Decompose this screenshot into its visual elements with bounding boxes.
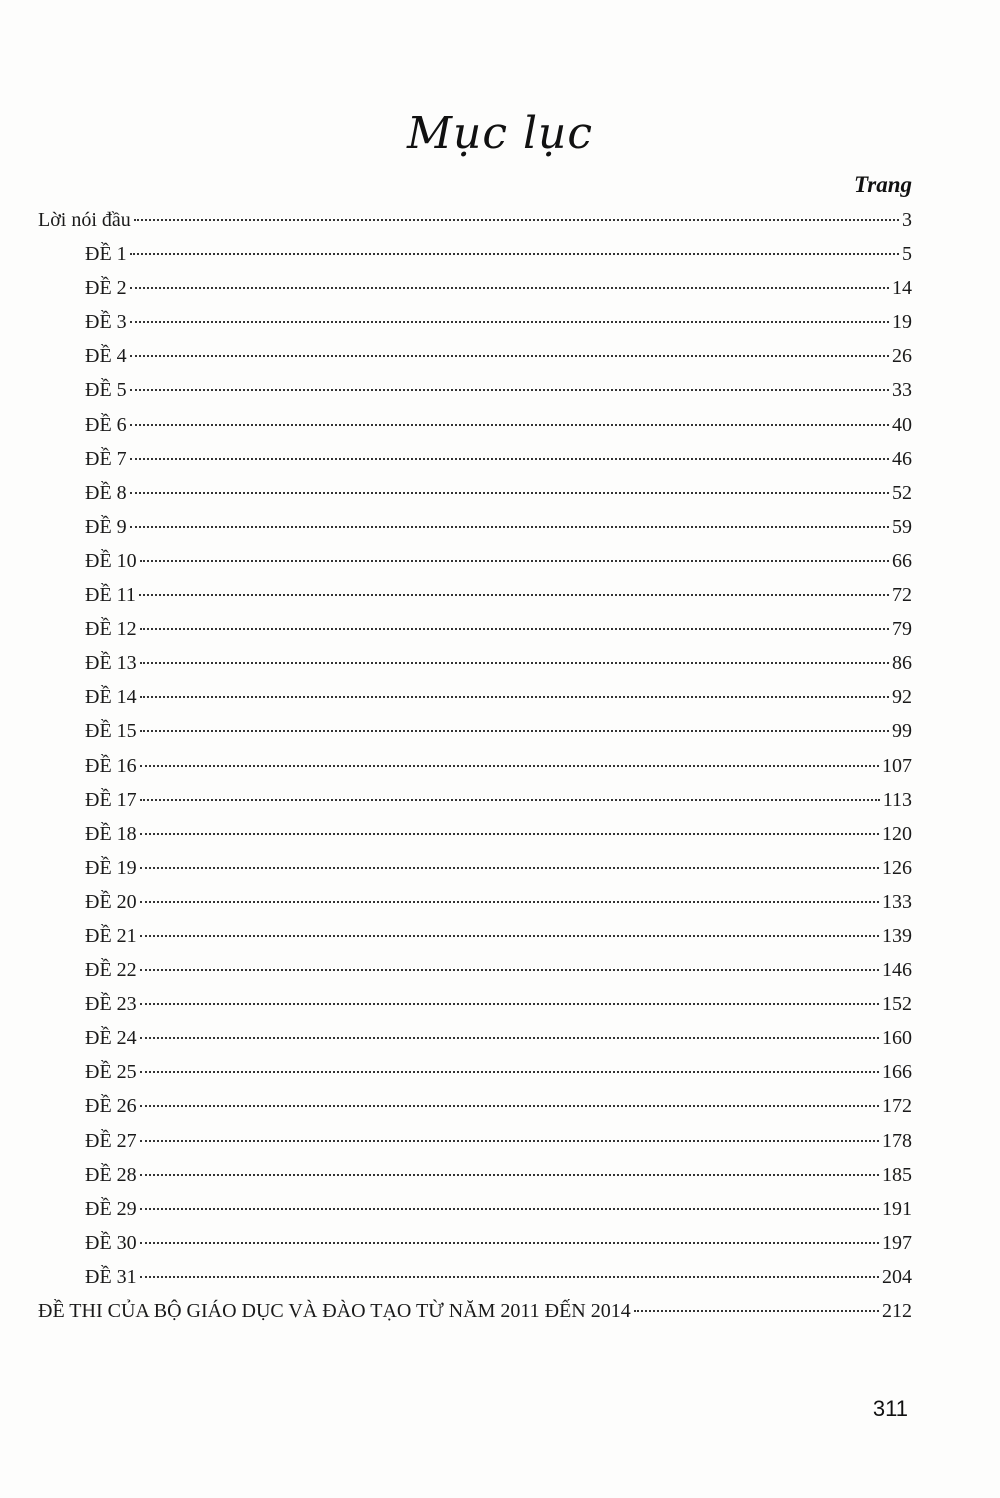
toc-entry	[38, 1124, 912, 1158]
toc-entry-page: 120	[882, 822, 912, 845]
toc-entry-label: ĐỀ 4	[85, 345, 127, 368]
toc-entry-label: ĐỀ 14	[85, 686, 137, 709]
toc-entry	[38, 305, 912, 339]
toc-entry-page: 166	[882, 1061, 912, 1084]
toc-entry-page: 185	[882, 1163, 912, 1186]
dot-leader	[140, 1105, 879, 1107]
toc-entry-page: 204	[882, 1265, 912, 1288]
toc-entry	[38, 919, 912, 953]
toc-entry	[38, 1089, 912, 1123]
dot-leader	[140, 1208, 879, 1210]
dot-leader	[140, 1003, 879, 1005]
toc-entry	[38, 1021, 912, 1055]
dot-leader	[130, 287, 889, 289]
toc-entry	[38, 442, 912, 476]
toc-entry-label: ĐỀ 25	[85, 1061, 137, 1084]
toc-entry-label: ĐỀ 30	[85, 1231, 137, 1254]
toc-entry-label: ĐỀ 3	[85, 311, 127, 334]
dot-leader	[140, 867, 879, 869]
toc-entry-label: ĐỀ 1	[85, 243, 127, 266]
toc-entry	[38, 851, 912, 885]
toc-entry-page: 14	[892, 277, 912, 300]
dot-leader	[140, 628, 889, 630]
dot-leader	[140, 1071, 879, 1073]
toc-entry	[38, 1158, 912, 1192]
toc-entry-page: 40	[892, 413, 912, 436]
toc-entry-label: ĐỀ 19	[85, 856, 137, 879]
toc-entry-page: 160	[882, 1027, 912, 1050]
toc-entry	[38, 1192, 912, 1226]
dot-leader	[140, 935, 879, 937]
toc-entry-page: 197	[882, 1231, 912, 1254]
toc-entry-label: ĐỀ 17	[85, 788, 137, 811]
toc-entry-label: ĐỀ 23	[85, 993, 137, 1016]
toc-entry-page: 46	[892, 447, 912, 470]
toc-entry-label: ĐỀ 28	[85, 1163, 137, 1186]
toc-entry-label: Lời nói đầu	[38, 209, 131, 231]
toc-entry-page: 52	[892, 481, 912, 504]
page-number: 311	[872, 1396, 908, 1421]
dot-leader	[140, 1174, 879, 1176]
dot-leader	[140, 560, 889, 562]
toc-entry	[38, 1260, 912, 1294]
dot-leader	[140, 799, 880, 801]
toc-entry-page: 72	[892, 584, 912, 607]
toc-entry-page: 212	[882, 1300, 912, 1322]
toc-entry-page: 19	[892, 311, 912, 334]
toc-entry-label: ĐỀ 31	[85, 1265, 137, 1288]
toc-entry-label: ĐỀ 10	[85, 549, 137, 572]
toc-entry-page: 146	[882, 959, 912, 982]
toc-entry	[38, 1055, 912, 1089]
toc-entry-label: ĐỀ 26	[85, 1095, 137, 1118]
toc-entry-page: 191	[882, 1197, 912, 1220]
dot-leader	[130, 321, 889, 323]
toc-entry-page: 5	[902, 243, 912, 266]
toc-entry-label: ĐỀ 18	[85, 822, 137, 845]
toc-entry-label: ĐỀ 13	[85, 652, 137, 675]
toc-entry	[38, 749, 912, 783]
toc-entry-page: 59	[892, 515, 912, 538]
toc-entry-page: 92	[892, 686, 912, 709]
toc-entry	[38, 885, 912, 919]
toc-entry-label: ĐỀ 24	[85, 1027, 137, 1050]
dot-leader	[140, 969, 879, 971]
toc-entry-label: ĐỀ 27	[85, 1129, 137, 1152]
toc-entry	[38, 408, 912, 442]
toc-entry-label: ĐỀ 16	[85, 754, 137, 777]
dot-leader	[130, 389, 889, 391]
toc-entry-label: ĐỀ 22	[85, 959, 137, 982]
dot-leader	[140, 1037, 879, 1039]
toc-entry-label: ĐỀ 12	[85, 618, 137, 641]
dot-leader	[140, 765, 879, 767]
toc-entry-page: 33	[892, 379, 912, 402]
toc-entry-label: ĐỀ 7	[85, 447, 127, 470]
toc-entry-page: 172	[882, 1095, 912, 1118]
toc-entry-label: ĐỀ 5	[85, 379, 127, 402]
toc-entry-label: ĐỀ 8	[85, 481, 127, 504]
toc-entry	[38, 578, 912, 612]
toc-entry	[38, 680, 912, 714]
page-column-header: Trang	[854, 172, 912, 197]
toc-entry-label: ĐỀ 20	[85, 890, 137, 913]
toc-entry	[38, 1294, 912, 1328]
toc-entry	[38, 783, 912, 817]
toc-entry-label: ĐỀ 21	[85, 924, 137, 947]
dot-leader	[130, 526, 889, 528]
dot-leader	[140, 662, 889, 664]
toc-entry	[38, 646, 912, 680]
dot-leader	[130, 253, 899, 255]
dot-leader	[634, 1310, 879, 1312]
toc-entry	[38, 612, 912, 646]
toc-entry	[38, 237, 912, 271]
dot-leader	[140, 1242, 879, 1244]
dot-leader	[140, 833, 879, 835]
toc-entry-page: 3	[902, 209, 912, 231]
dot-leader	[130, 492, 889, 494]
toc-entry	[38, 271, 912, 305]
dot-leader	[140, 696, 889, 698]
toc-entry-page: 152	[882, 993, 912, 1016]
toc-entry	[38, 203, 912, 237]
toc-entry	[38, 510, 912, 544]
toc-entry-page: 107	[882, 754, 912, 777]
toc-entry-label: ĐỀ THI CỦA BỘ GIÁO DỤC VÀ ĐÀO TẠO TỪ NĂM 2011 ĐẾN 2014	[38, 1300, 631, 1322]
toc-entry-page: 99	[892, 720, 912, 743]
dot-leader	[134, 219, 899, 221]
toc-entry-label: ĐỀ 6	[85, 413, 127, 436]
toc-entry	[38, 1226, 912, 1260]
toc-entry	[38, 339, 912, 373]
toc-entry-label: ĐỀ 9	[85, 515, 127, 538]
page-title: Mục lục	[406, 108, 594, 159]
table-of-contents	[38, 203, 912, 1328]
dot-leader	[140, 730, 889, 732]
toc-entry-page: 178	[882, 1129, 912, 1152]
toc-entry	[38, 544, 912, 578]
toc-entry	[38, 817, 912, 851]
toc-entry-page: 79	[892, 618, 912, 641]
toc-entry-page: 66	[892, 549, 912, 572]
dot-leader	[130, 355, 889, 357]
toc-entry-label: ĐỀ 11	[85, 584, 136, 607]
toc-entry	[38, 953, 912, 987]
dot-leader	[139, 594, 889, 596]
toc-entry-page: 133	[882, 890, 912, 913]
toc-entry-page: 126	[882, 856, 912, 879]
toc-entry-page: 26	[892, 345, 912, 368]
toc-entry-page: 86	[892, 652, 912, 675]
toc-entry	[38, 476, 912, 510]
dot-leader	[140, 1140, 879, 1142]
toc-entry	[38, 714, 912, 748]
dot-leader	[130, 424, 889, 426]
toc-entry	[38, 373, 912, 407]
toc-entry-page: 139	[882, 924, 912, 947]
toc-entry-page: 113	[882, 788, 912, 811]
toc-entry-label: ĐỀ 15	[85, 720, 137, 743]
dot-leader	[130, 458, 889, 460]
toc-entry-label: ĐỀ 2	[85, 277, 127, 300]
dot-leader	[140, 901, 879, 903]
toc-entry-label: ĐỀ 29	[85, 1197, 137, 1220]
dot-leader	[140, 1276, 879, 1278]
toc-entry	[38, 987, 912, 1021]
